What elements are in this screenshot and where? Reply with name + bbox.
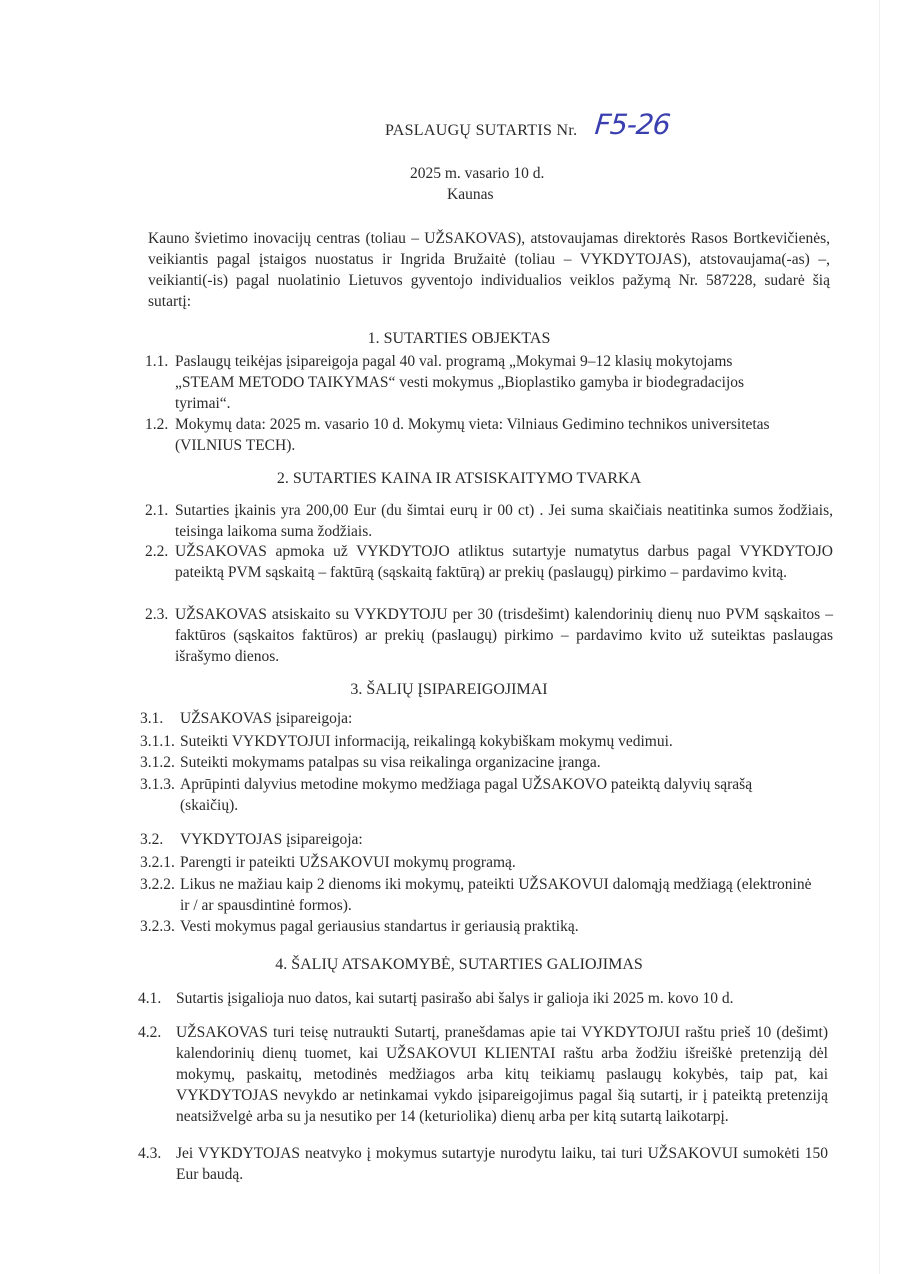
clause-number: 4.2. [138,1024,162,1041]
clause-2-1 [145,500,833,542]
section-heading-3: 3. ŠALIŲ ĮSIPAREIGOJIMAI [350,681,548,698]
clause-number: 4.1. [138,990,162,1007]
clause-3-1-1 [140,731,828,752]
clause-text: VYKDYTOJAS įsipareigoja: [180,831,363,848]
clause-text: Likus ne mažiau kaip 2 dienoms iki mokymų, pateikti UŽSAKOVUI dalomąją medžiagą (elektroninė ir / ar spausdintinė formos). [180,876,812,914]
clause-number: 3.1.3. [140,776,175,793]
clause-text: Sutarties įkainis yra 200,00 Eur (du šimtai eurų ir 00 ct) . Jei suma skaičiais neatitinka sumos žodžiais, teisinga laikoma suma žodžiais. [175,502,833,540]
section-heading-4: 4. ŠALIŲ ATSAKOMYBĖ, SUTARTIES GALIOJIMAS [275,956,643,973]
clause-3-2-3 [140,916,828,937]
clause-4-1 [138,988,798,1009]
clause-2-2 [145,541,833,583]
clause-number: 1.1. [145,353,169,370]
clause-text: Parengti ir pateikti UŽSAKOVUI mokymų programą. [180,854,516,871]
clause-2-3 [145,604,833,667]
document-city: Kaunas [447,186,494,203]
clause-3-1-2 [140,752,828,773]
clause-number: 2.3. [145,606,169,623]
clause-number: 3.2.2. [140,876,175,893]
clause-text: UŽSAKOVAS atsiskaito su VYKDYTOJU per 30 (trisdešimt) kalendorinių dienų nuo PVM sąskaitos – faktūros (sąskaitos faktūros) ar prekių (paslaugų) pirkimo – pardavimo kvito už suteiktas paslaugas išrašymo dienos. [175,606,833,665]
clause-number: 3.1.1. [140,733,175,750]
clause-text: Sutartis įsigalioja nuo datos, kai sutartį pasirašo abi šalys ir galioja iki 2025 m. kovo 10 d. [176,990,734,1007]
clause-text: UŽSAKOVAS turi teisę nutraukti Sutartį, pranešdamas apie tai VYKDYTOJUI raštu prieš 10 (dešimt) kalendorinių dienų tuomet, kai UŽSAKOVUI KLIENTAI raštu arba žodžiu išreiškė pretenziją dėl mokymų, paskaitų, metodinės medžiagos arba kitų teikiamų paslaugų kokybės, taip pat, kai VYKDYTOJAS nevykdo ar netinkamai vykdo įsipareigojimus pagal šią sutartį, ir į pateiktą pretenziją neatsižvelgė arba su ja nesutiko per 14 (keturiolika) dienų arba per kitą sutartą laikotarpį. [176,1024,828,1125]
clause-3-2 [140,829,828,850]
clause-text: Suteikti VYKDYTOJUI informaciją, reikalingą kokybiškam mokymų vedimui. [180,733,673,750]
document-date: 2025 m. vasario 10 d. [410,165,545,182]
clause-1-2 [145,414,785,456]
clause-number: 3.2.3. [140,918,175,935]
clause-4-2 [138,1022,828,1127]
clause-text: Mokymų data: 2025 m. vasario 10 d. Mokymų vieta: Vilniaus Gedimino technikos universitetas (VILNIUS TECH). [175,416,770,454]
clause-text: Paslaugų teikėjas įsipareigoja pagal 40 val. programą „Mokymai 9–12 klasių mokytojams „STEAM METODO TAIKYMAS“ vesti mokymus „Bioplastiko gamyba ir biodegradacijos tyrimai“. [175,353,745,412]
clause-number: 2.1. [145,502,169,519]
clause-number: 3.1. [140,710,164,727]
clause-number: 3.1.2. [140,754,175,771]
clause-number: 4.3. [138,1145,162,1162]
scan-edge [879,0,880,1274]
clause-number: 3.2. [140,831,164,848]
clause-number: 1.2. [145,416,169,433]
clause-number: 3.2.1. [140,854,175,871]
clause-3-1 [140,708,828,729]
clause-3-2-2 [140,874,820,916]
clause-3-1-3 [140,774,790,816]
section-heading-1: 1. SUTARTIES OBJEKTAS [367,330,551,347]
clause-text: Suteikti mokymams patalpas su visa reikalinga organizacine įranga. [180,754,601,771]
clause-number: 2.2. [145,543,169,560]
section-heading-2: 2. SUTARTIES KAINA IR ATSISKAITYMO TVARKA [276,470,642,487]
document-title: PASLAUGŲ SUTARTIS Nr. [385,122,578,139]
clause-text: UŽSAKOVAS įsipareigoja: [180,710,353,727]
clause-1-1 [145,351,785,414]
preamble-paragraph: Kauno švietimo inovacijų centras (toliau – UŽSAKOVAS), atstovaujamas direktorės Rasos Bortkevičienės, veikiantis pagal įstaigos nuostatus ir Ingrida Bružaitė (toliau – VYKDYTOJAS), atstovaujama(-as) –, veikianti(-is) pagal nuolatinio Lietuvos gyventojo individualios veiklos pažymą Nr. 587228, sudarė šią sutartį: [148,230,830,310]
clause-text: Aprūpinti dalyvius metodine mokymo medžiaga pagal UŽSAKOVO pateiktą dalyvių sąrašą (skaičių). [180,776,753,814]
clause-text: Vesti mokymus pagal geriausius standartus ir geriausią praktiką. [180,918,579,935]
clause-text: UŽSAKOVAS apmoka už VYKDYTOJO atliktus sutartyje numatytus darbus pagal VYKDYTOJO pateiktą PVM sąskaitą – faktūrą (sąskaitą faktūrą) ar prekių (paslaugų) pirkimo – pardavimo kvitą. [175,543,833,581]
handwritten-contract-number: F5-26 [593,108,672,141]
clause-text: Jei VYKDYTOJAS neatvyko į mokymus sutartyje nurodytu laiku, tai turi UŽSAKOVUI sumokėti 150 Eur baudą. [176,1145,828,1183]
clause-4-3 [138,1143,828,1185]
clause-3-2-1 [140,852,828,873]
